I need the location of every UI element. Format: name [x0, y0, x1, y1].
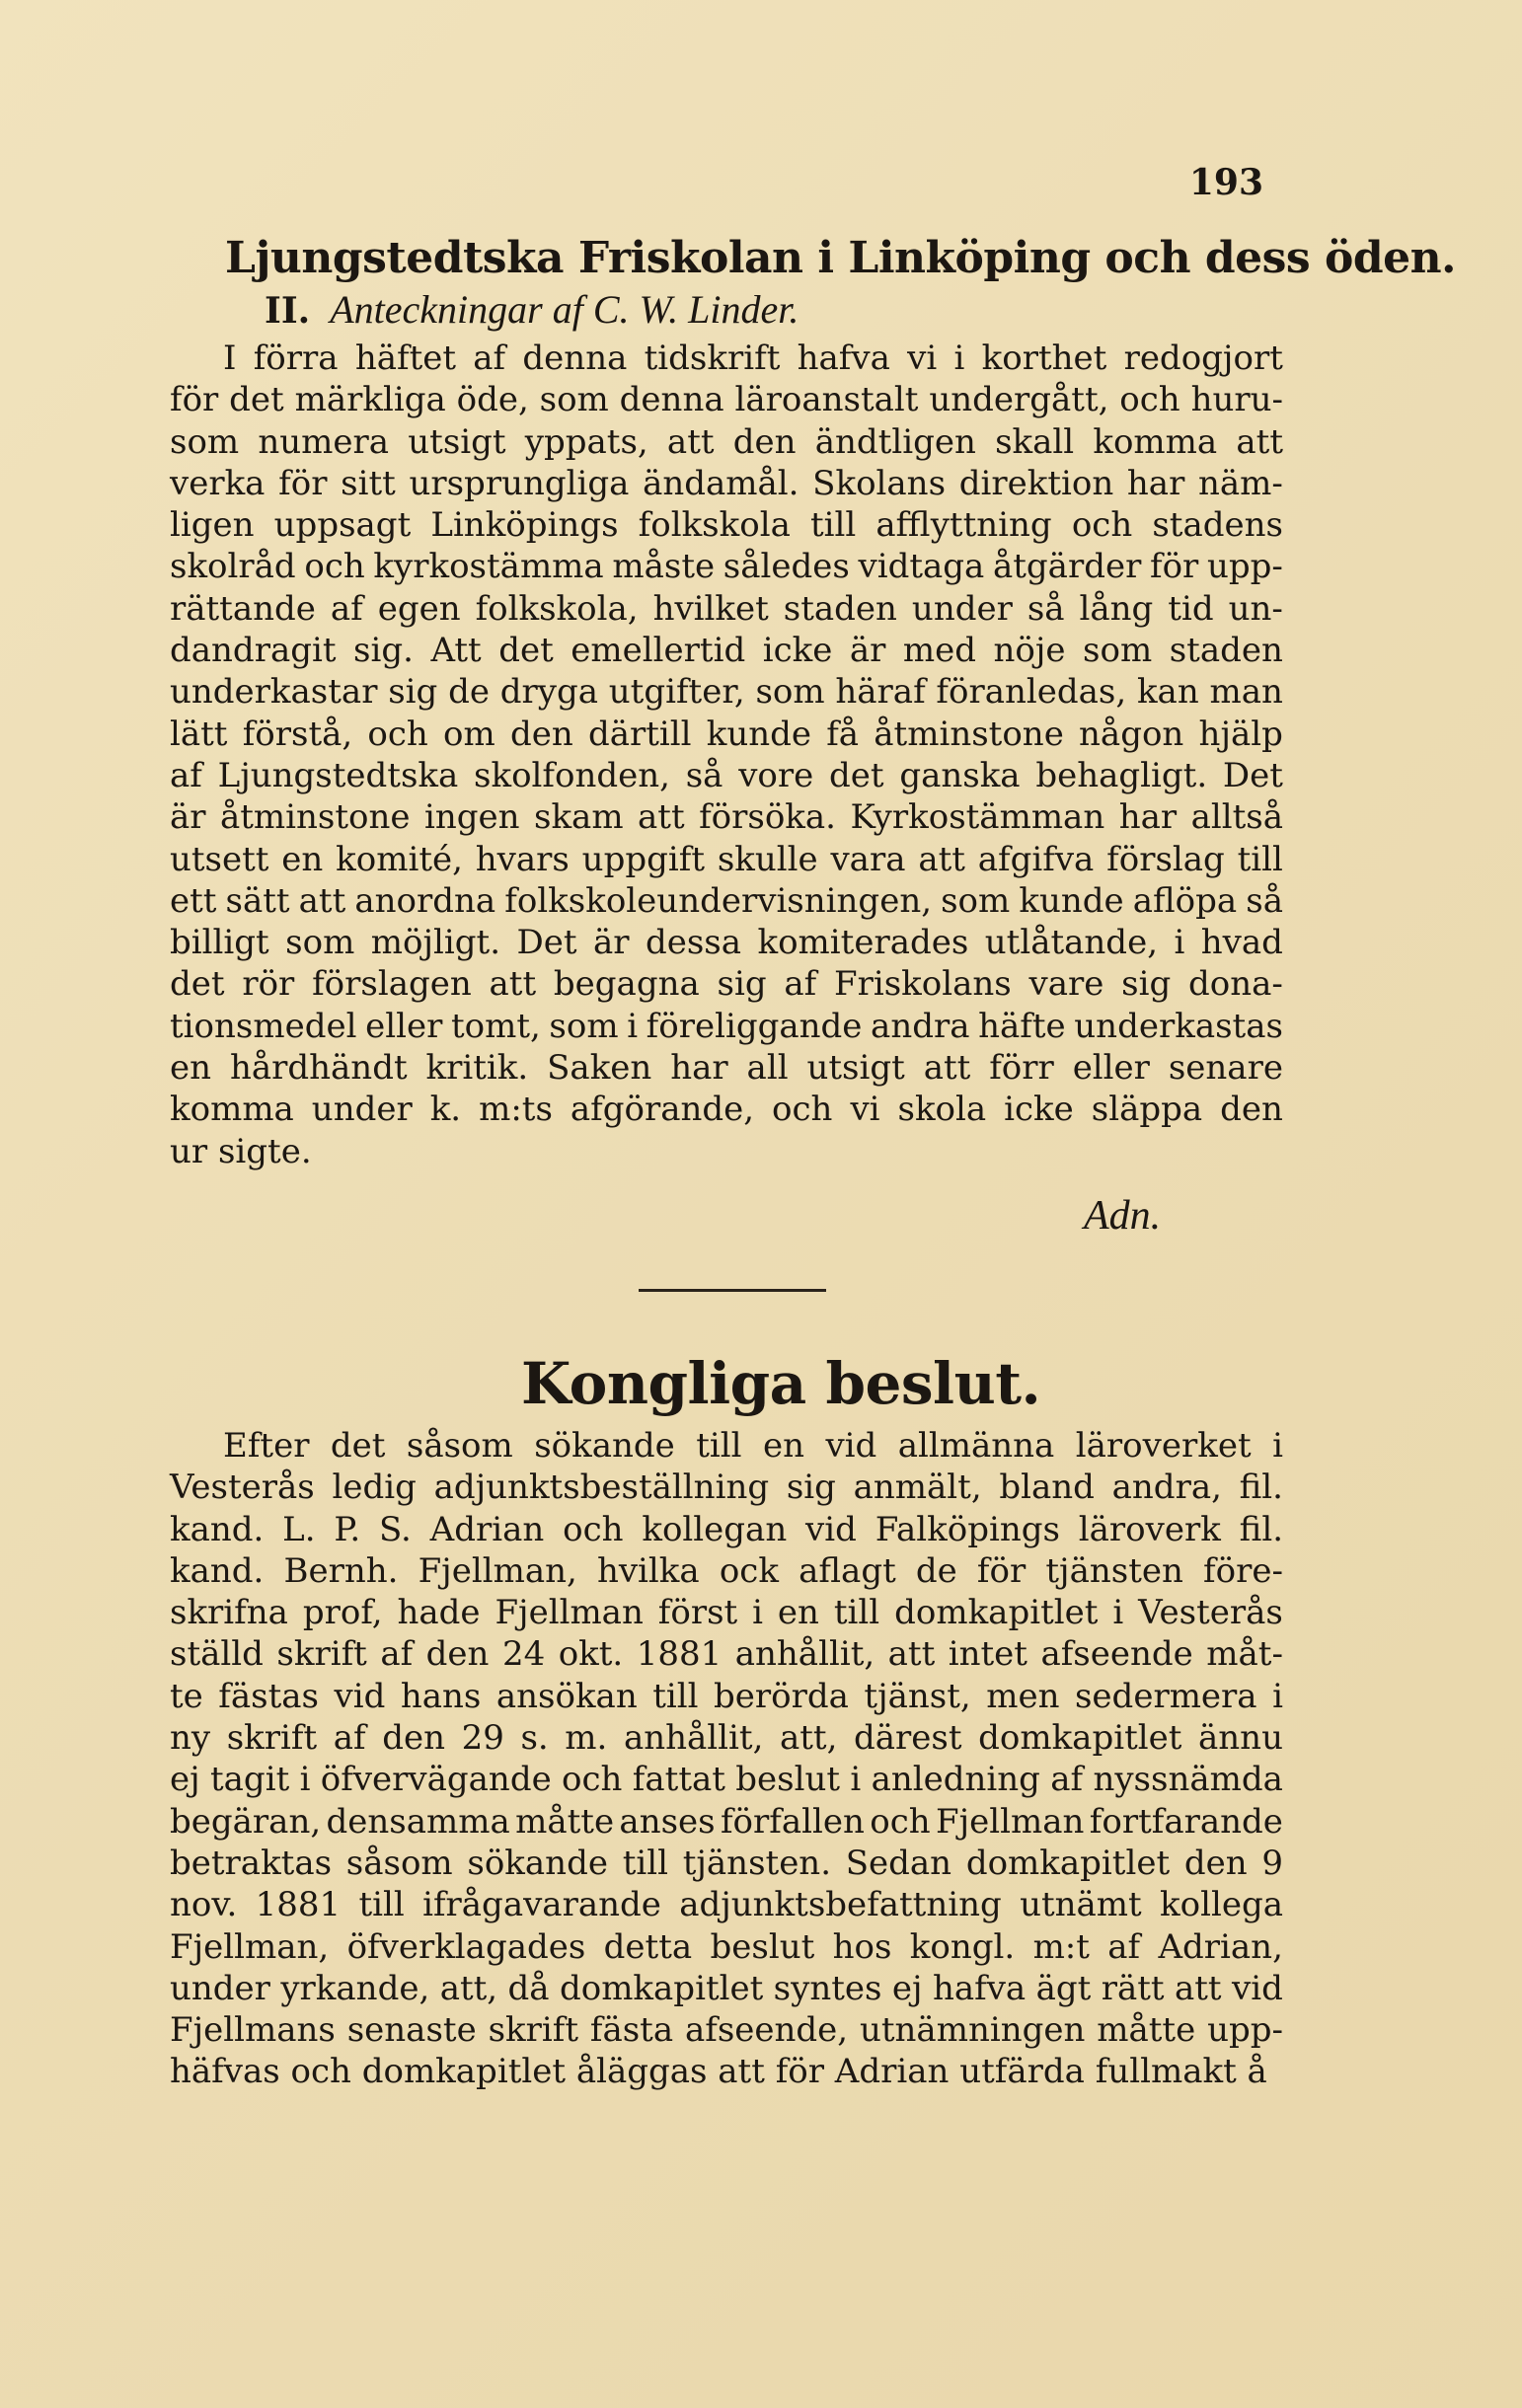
text-line: utsett en komité, hvars uppgift skulle vara att afgifva förslag till: [170, 839, 1283, 879]
text-line: ligen uppsagt Linköpings folkskola till afflyttning och stadens: [170, 505, 1283, 546]
text-line: är åtminstone ingen skam att försöka. Kyrkostämman har alltså: [170, 797, 1283, 838]
text-line: ett sätt att anordna folkskoleundervisningen, som kunde aflöpa så: [170, 880, 1283, 921]
text-line: häfvas och domkapitlet åläggas att för Adrian utfärda fullmakt å: [170, 2052, 1267, 2092]
text-line: skrifna prof, hade Fjellman först i en till domkapitlet i Vesterås: [170, 1593, 1283, 1633]
text-line: för det märkliga öde, som denna läroanstalt undergått, och huru-: [170, 380, 1283, 420]
text-line: kand. L. P. S. Adrian och kollegan vid Falköpings läroverk fil.: [170, 1509, 1283, 1549]
article-title: Ljungstedtska Friskolan i Linköping och dess öden.: [225, 233, 1456, 283]
text-line: skolråd och kyrkostämma måste således vidtaga åtgärder för upp-: [170, 547, 1283, 587]
text-line: tionsmedel eller tomt, som i föreliggande andra häfte underkastas: [170, 1006, 1283, 1046]
text-line: verka för sitt ursprungliga ändamål. Skolans direktion har näm-: [170, 463, 1283, 503]
text-line: betraktas såsom sökande till tjänsten. Sedan domkapitlet den 9: [170, 1843, 1283, 1883]
text-line: ej tagit i öfvervägande och fattat beslut i anledning af nyssnämda: [170, 1760, 1283, 1800]
text-line: nov. 1881 till ifrågavarande adjunktsbefattning utnämt kollega: [170, 1885, 1283, 1925]
text-line: billigt som möjligt. Det är dessa komiterades utlåtande, i hvad: [170, 923, 1283, 963]
section-body: [170, 1425, 1283, 2093]
article-part: II.: [265, 290, 311, 332]
text-line: ställd skrift af den 24 okt. 1881 anhållit, att intet afseende måt-: [170, 1634, 1283, 1675]
text-line: lätt förstå, och om den därtill kunde få åtminstone någon hjälp: [170, 714, 1283, 754]
text-line: ur sigte.: [170, 1131, 312, 1171]
text-line: kand. Bernh. Fjellman, hvilka ock aflagt de för tjänsten före-: [170, 1550, 1283, 1591]
page-number: 193: [1188, 162, 1263, 203]
text-line: en hårdhändt kritik. Saken har all utsigt att förr eller senare: [170, 1048, 1283, 1089]
text-line: begäran, densamma måtte anses förfallen och Fjellman fortfarande: [170, 1801, 1283, 1842]
text-line: I förra häftet af denna tidskrift hafva vi i korthet redogjort: [223, 339, 1283, 378]
text-line: Vesterås ledig adjunktsbeställning sig anmält, bland andra, fil.: [170, 1467, 1283, 1508]
article-subtitle: [265, 286, 799, 333]
section-heading: Kongliga beslut.: [521, 1350, 1041, 1417]
text-line: komma under k. m:ts afgörande, och vi skola icke släppa den: [170, 1090, 1283, 1130]
text-line: rättande af egen folkskola, hvilket staden under så lång tid un-: [170, 588, 1283, 629]
text-line: ny skrift af den 29 s. m. anhållit, att, därest domkapitlet ännu: [170, 1718, 1283, 1759]
text-line: af Ljungstedtska skolfonden, så vore det ganska behagligt. Det: [170, 755, 1283, 795]
article-byline: Anteckningar af C. W. Linder.: [330, 287, 799, 332]
text-line: underkastar sig de dryga utgifter, som häraf föranledas, kan man: [170, 672, 1283, 713]
text-line: te fästas vid hans ansökan till berörda tjänst, men sedermera i: [170, 1676, 1283, 1716]
text-line: Fjellman, öfverklagades detta beslut hos kongl. m:t af Adrian,: [170, 1926, 1283, 1967]
text-line: under yrkande, att, då domkapitlet syntes ej hafva ägt rätt att vid: [170, 1968, 1283, 2008]
text-line: det rör förslagen att begagna sig af Friskolans vare sig dona-: [170, 964, 1283, 1005]
article-signature: Adn.: [1084, 1193, 1162, 1239]
text-line: Fjellmans senaste skrift fästa afseende, utnämningen måtte upp-: [170, 2010, 1283, 2051]
text-line: dandragit sig. Att det emellertid icke är med nöje som staden: [170, 631, 1283, 671]
text-line: som numera utsigt yppats, att den ändtligen skall komma att: [170, 421, 1283, 462]
text-line: Efter det såsom sökande till en vid allmänna läroverket i: [223, 1426, 1283, 1466]
article-body: [170, 338, 1283, 1172]
section-divider: [639, 1289, 826, 1292]
